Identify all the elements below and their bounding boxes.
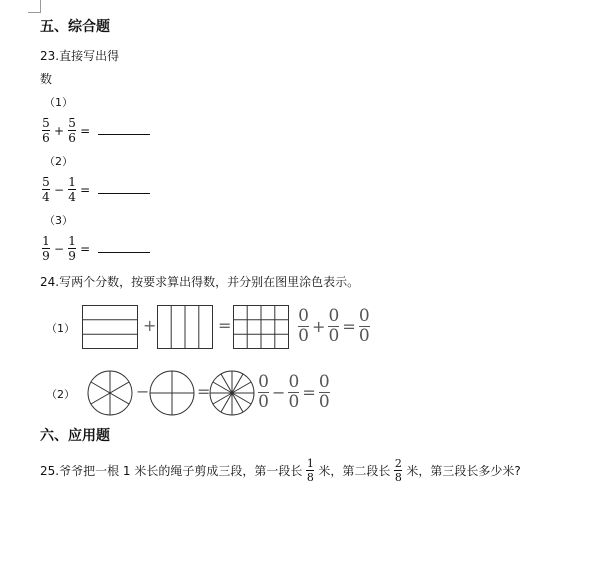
q24-row-2-label: （2）	[46, 388, 75, 401]
fraction-blank[interactable]: 0 0	[328, 306, 340, 346]
operator-plus: +	[143, 316, 157, 335]
equals-sign: =	[80, 182, 91, 197]
fraction-blank[interactable]: 0 0	[258, 372, 269, 412]
fraction: $\frac{5}{6}$	[68, 116, 76, 145]
equals-sign: =	[302, 383, 316, 402]
operator: +	[312, 317, 326, 336]
circle-quarters[interactable]	[149, 370, 195, 416]
page-corner-mark	[28, 0, 41, 13]
answer-blank[interactable]	[98, 126, 150, 135]
fraction-blank[interactable]: 0 0	[358, 306, 370, 346]
q23-item-1-expression	[42, 117, 150, 144]
q23-item-3-label: （3）	[44, 214, 73, 227]
circle-twelfths[interactable]	[209, 370, 255, 416]
q23-item-3-expression	[42, 235, 150, 262]
q23-item-2-expression	[42, 176, 150, 203]
question-25-text-a: 25.爷爷把一根 1 米长的绳子剪成三段，第一段长	[40, 464, 303, 478]
q24-row-2-expression	[258, 374, 330, 411]
question-25-text-c: 米，第三段长多少米?	[406, 464, 521, 478]
fraction-blank[interactable]: 0 0	[288, 372, 300, 412]
fraction-second-segment: 2 8	[394, 457, 402, 484]
question-25-text-b: 米，第二段长	[318, 464, 391, 478]
equals-sign: =	[80, 241, 91, 256]
operator: −	[272, 383, 286, 402]
answer-blank[interactable]	[98, 244, 150, 253]
operator-equals: =	[197, 382, 211, 401]
equals-sign: =	[342, 317, 356, 336]
fraction: $\frac{5}{6}$	[42, 116, 50, 145]
rectangle-quarters-vertical[interactable]	[157, 305, 213, 349]
fraction: $\frac{5}{4}$	[42, 175, 50, 204]
question-25	[40, 458, 521, 483]
operator: −	[54, 241, 65, 256]
q23-item-2-label: （2）	[44, 155, 73, 168]
question-23-prompt-cont: 数	[40, 72, 53, 86]
operator: −	[54, 182, 65, 197]
rectangle-grid-3x4[interactable]	[233, 305, 289, 349]
operator-equals: =	[218, 316, 232, 335]
q24-row-1-expression	[298, 308, 370, 345]
answer-blank[interactable]	[98, 185, 150, 194]
fraction-blank[interactable]: 0 0	[318, 372, 330, 412]
fraction-first-segment: 1 8	[306, 457, 314, 484]
q24-row-1-label: （1）	[46, 322, 75, 335]
fraction-blank[interactable]: 0 0	[298, 306, 309, 346]
equals-sign: =	[80, 123, 91, 138]
circle-sixths[interactable]	[87, 370, 133, 416]
operator: +	[54, 123, 65, 138]
fraction: $\frac{1}{9}$	[42, 234, 50, 263]
rectangle-thirds-horizontal[interactable]	[82, 305, 138, 349]
fraction: $\frac{1}{4}$	[68, 175, 76, 204]
q23-item-1-label: （1）	[44, 96, 73, 109]
question-24-prompt: 24.写两个分数，按要求算出得数，并分别在图里涂色表示。	[40, 275, 360, 289]
section-title-5: 五、综合题	[40, 19, 110, 35]
question-23-prompt: 23.直接写出得	[40, 49, 120, 63]
operator-minus: −	[136, 382, 150, 401]
fraction: $\frac{1}{9}$	[68, 234, 76, 263]
section-title-6: 六、应用题	[40, 428, 110, 444]
